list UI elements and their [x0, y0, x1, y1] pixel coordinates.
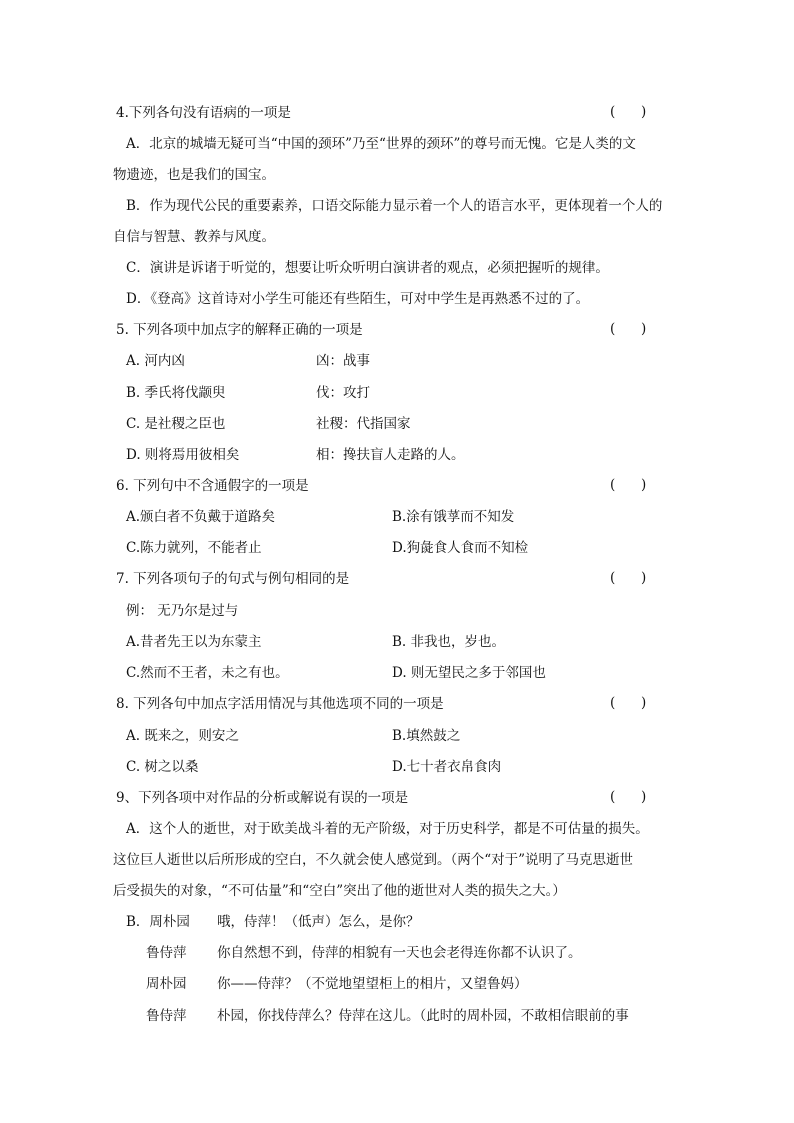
q7-option-a: A.昔者先王以为东蒙主 [126, 634, 262, 650]
q8-answer-blank: ( ) [610, 695, 647, 711]
q5-option-b-gloss: 伐：攻打 [316, 385, 370, 401]
q9-option-b-label: B．周朴园 [126, 914, 190, 930]
q5-stem: 5. 下列各项中加点字的解释正确的一项是 [116, 322, 363, 338]
q6-option-d: D.狗彘食人食而不知检 [392, 540, 529, 556]
q4-option-a-line1: A．北京的城墙无疑可当“中国的颈环”乃至“世界的颈环”的尊号而无愧。它是人类的文 [126, 136, 636, 152]
q9-option-a-line1: A．这个人的逝世，对于欧美战斗着的无产阶级，对于历史科学，都是不可估量的损失。 [126, 821, 649, 837]
q4-option-d: D．《登高》这首诗对小学生可能还有些陌生，可对中学生是再熟悉不过的了。 [126, 291, 590, 307]
q4-option-b-line1: B．作为现代公民的重要素养，口语交际能力显示着一个人的语言水平，更体现着一个人的 [126, 198, 663, 214]
q5-option-d-text: D. 则将焉用彼相矣 [126, 447, 240, 463]
q9-option-a-line2: 这位巨人逝世以后所形成的空白，不久就会使人感觉到。（两个“对于”说明了马克思逝世 [113, 852, 634, 868]
q9-stem: 9、下列各项中对作品的分析或解说有误的一项是 [116, 790, 409, 806]
q4-option-a-line2: 物遗迹，也是我们的国宝。 [113, 167, 275, 183]
dialog-line: 你自然想不到，侍萍的相貌有一天也会老得连你都不认识了。 [217, 945, 582, 961]
q7-answer-blank: ( ) [610, 570, 647, 586]
q4-stem: 4.下列各句没有语病的一项是 [116, 105, 291, 121]
q6-option-c: C.陈力就列，不能者止 [126, 540, 262, 556]
q8-option-b: B.填然鼓之 [392, 728, 461, 744]
q6-stem: 6. 下列句中不含通假字的一项是 [116, 478, 309, 494]
dialog-line: 朴园，你找侍萍么？侍萍在这儿。（此时的周朴园，不敢相信眼前的事 [217, 1008, 629, 1024]
q7-stem: 7. 下列各项句子的句式与例句相同的是 [116, 571, 350, 587]
q7-option-d: D. 则无望民之多于邻国也 [392, 665, 546, 681]
q8-option-d: D.七十者衣帛食肉 [392, 759, 502, 775]
q5-option-d-gloss: 相：搀扶盲人走路的人。 [316, 447, 465, 463]
q5-option-a-gloss: 凶：战事 [316, 353, 370, 369]
q9-answer-blank: ( ) [610, 789, 647, 805]
dialog-speaker: 鲁侍萍 [146, 1008, 187, 1024]
q5-option-d [126, 446, 626, 464]
dialog-speaker: 鲁侍萍 [146, 945, 187, 961]
q4-answer-blank: ( ) [610, 104, 647, 120]
q5-option-a [126, 352, 626, 370]
q9-option-a-line3: 后受损失的对象，“不可估量”和“空白”突出了他的逝世对人类的损失之大。） [113, 883, 566, 899]
dialog-speaker: 周朴园 [146, 976, 187, 992]
q8-option-a: A. 既来之，则安之 [126, 728, 239, 744]
q4-option-b-line2: 自信与智慧、教养与风度。 [113, 229, 275, 245]
q9-option-b-first-line: 哦，侍萍！（低声）怎么，是你？ [217, 914, 420, 930]
q5-option-b-text: B. 季氏将伐颛臾 [126, 385, 226, 401]
q7-example: 例： 无乃尔是过与 [126, 603, 239, 619]
q7-option-c: C.然而不王者，未之有也。 [126, 665, 289, 681]
dialog-line: 你——侍萍？（不觉地望望柜上的相片，又望鲁妈） [217, 976, 528, 992]
q5-answer-blank: ( ) [610, 321, 647, 337]
q5-option-b [126, 384, 626, 402]
q4-option-c: C．演讲是诉诸于听觉的，想要让听众听明白演讲者的观点，必须把握听的规律。 [126, 260, 609, 276]
q5-option-c-gloss: 社稷：代指国家 [316, 416, 411, 432]
q6-option-a: A.颁白者不负戴于道路矣 [126, 509, 276, 525]
q7-option-b: B. 非我也，岁也。 [392, 634, 506, 650]
q5-option-c [126, 415, 626, 433]
q8-option-c: C. 树之以桑 [126, 759, 199, 775]
q6-option-b: B.涂有饿莩而不知发 [392, 509, 515, 525]
q6-answer-blank: ( ) [610, 477, 647, 493]
q5-option-c-text: C. 是社稷之臣也 [126, 416, 226, 432]
q8-stem: 8. 下列各句中加点字活用情况与其他选项不同的一项是 [116, 696, 444, 712]
q5-option-a-text: A. 河内凶 [126, 353, 185, 369]
